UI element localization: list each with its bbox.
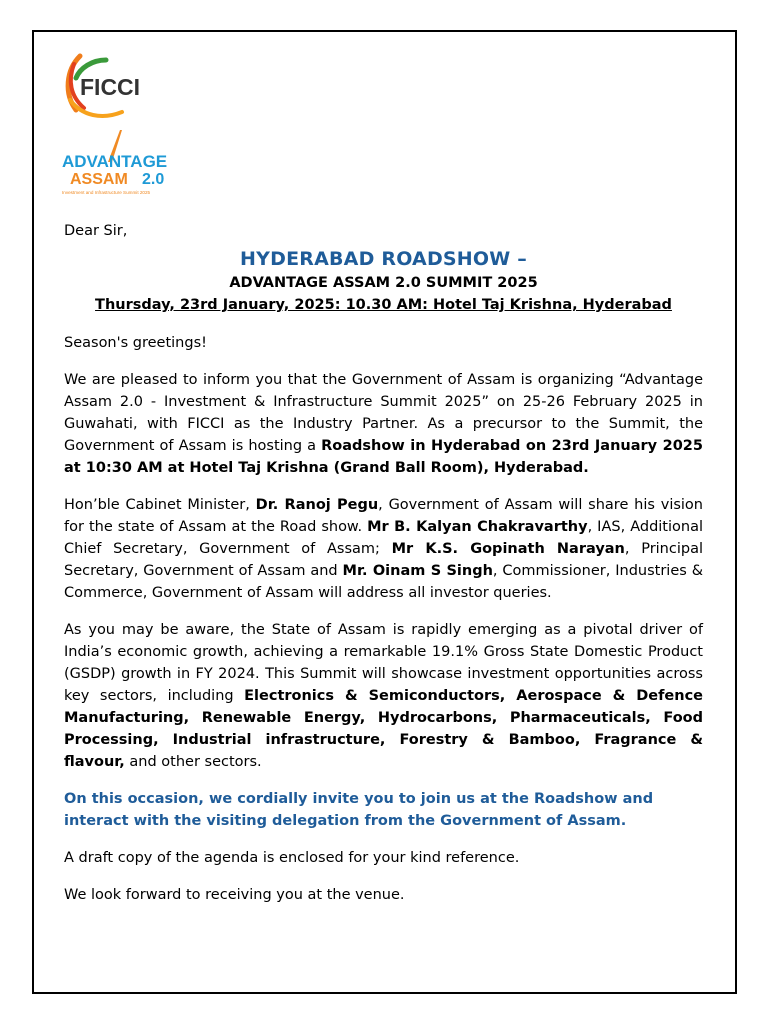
ficci-wordmark: FICCI bbox=[80, 74, 141, 100]
speakers-text-2: , Government of Assam will share his vision for the state of Assam at the Road show. bbox=[64, 497, 703, 535]
sectors-list: Electronics & Semiconductors, Aerospace & Defence Manufacturing, Renewable Energy, Hydrocarbons, Pharmaceuticals, Food Processing, Industrial infrastructure, Forestry & Bamboo, Fragrance & flavour, bbox=[64, 688, 704, 770]
assam-logo-line1: ADVANTAGE bbox=[62, 152, 168, 171]
advantage-assam-logo bbox=[62, 128, 188, 196]
assam-logo-line2: ASSAM bbox=[70, 171, 128, 188]
invitation-statement: On this occasion, we cordially invite you to join us at the Roadshow and interact with the visiting delegation from the Government of Assam. bbox=[64, 791, 654, 829]
speaker-name-2: Mr B. Kalyan Chakravarthy bbox=[367, 519, 588, 535]
ficci-logo bbox=[62, 50, 152, 122]
paragraph-intro bbox=[64, 369, 703, 479]
speakers-text-3: , IAS, Additional Chief Secretary, Government of Assam; bbox=[64, 519, 703, 557]
speaker-name-3: Mr K.S. Gopinath Narayan bbox=[391, 541, 625, 557]
assam-logo-version: 2.0 bbox=[142, 171, 165, 188]
agenda-note: A draft copy of the agenda is enclosed for your kind reference. bbox=[64, 850, 520, 866]
event-details: Thursday, 23rd January, 2025: 10.30 AM: Hotel Taj Krishna, Hyderabad bbox=[95, 297, 672, 313]
closing-line: We look forward to receiving you at the venue. bbox=[64, 887, 405, 903]
letter-title: HYDERABAD ROADSHOW – bbox=[240, 248, 527, 270]
salutation: Dear Sir, bbox=[64, 223, 128, 239]
speaker-name-4: Mr. Oinam S Singh bbox=[342, 563, 493, 579]
sectors-tail: and other sectors. bbox=[124, 754, 262, 770]
assam-logo-tagline: Investment and Infrastructure Summit 2025 bbox=[62, 190, 151, 195]
speakers-text-5: , Commissioner, Industries & Commerce, Government of Assam will address all investor queries. bbox=[64, 563, 703, 601]
speakers-text-4: , Principal Secretary, Government of Assam and bbox=[64, 541, 703, 579]
speakers-text-1: Hon’ble Cabinet Minister, bbox=[64, 497, 256, 513]
paragraph-speakers bbox=[64, 494, 703, 604]
letter-body bbox=[64, 220, 703, 906]
sectors-text: As you may be aware, the State of Assam is rapidly emerging as a pivotal driver of India’s economic growth, achieving a remarkable 19.1% Gross State Domestic Product (GSDP) growth in FY 2024. This Summit will showcase investment opportunities across key sectors, including bbox=[64, 622, 703, 704]
speaker-name-1: Dr. Ranoj Pegu bbox=[255, 497, 379, 513]
paragraph-intro-highlight: Roadshow in Hyderabad on 23rd January 2025 at 10:30 AM at Hotel Taj Krishna (Grand Ball Room), Hyderabad. bbox=[64, 438, 703, 476]
greeting: Season's greetings! bbox=[64, 335, 207, 351]
paragraph-sectors bbox=[64, 619, 703, 773]
letter-subtitle: ADVANTAGE ASSAM 2.0 SUMMIT 2025 bbox=[229, 275, 538, 291]
paragraph-intro-text: We are pleased to inform you that the Government of Assam is organizing “Advantage Assam 2.0 - Investment & Infrastructure Summit 2025” on 25-26 February 2025 in Guwahati, with FICCI as the Industry Partner. As a precursor to the Summit, the Government of Assam is hosting a bbox=[64, 372, 703, 454]
